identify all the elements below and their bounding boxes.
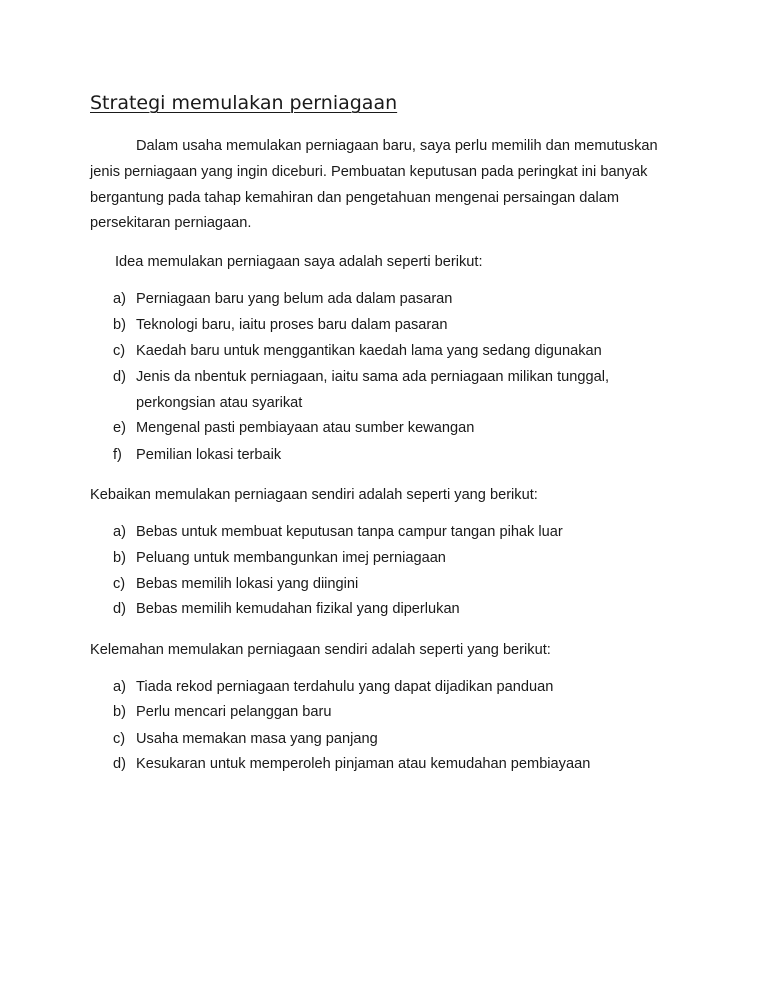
list-item-text: Bebas memilih lokasi yang diingini [136,576,359,592]
ideas-item-d [0,368,768,386]
list-marker: c) [113,731,126,747]
list-item-text: Mengenal pasti pembiayaan atau sumber kewangan [136,420,475,436]
advantages-item-c [0,575,768,593]
list-item-text: Kesukaran untuk memperoleh pinjaman atau kemudahan pembiayaan [136,756,591,772]
list-marker: f) [113,447,122,463]
list-marker: d) [113,369,126,385]
list-item-text: Tiada rekod perniagaan terdahulu yang dapat dijadikan panduan [136,679,554,695]
list-marker: d) [113,601,126,617]
list-item-text: Perlu mencari pelanggan baru [136,704,332,720]
intro-line-1: Dalam usaha memulakan perniagaan baru, saya perlu memilih dan memutuskan [136,138,658,154]
disadvantages-item-c [0,730,768,748]
list-item-text: Peluang untuk membangunkan imej perniagaan [136,550,446,566]
ideas-lead: Idea memulakan perniagaan saya adalah seperti berikut: [115,254,483,270]
advantages-lead: Kebaikan memulakan perniagaan sendiri adalah seperti yang berikut: [90,487,538,503]
list-marker: a) [113,524,126,540]
list-marker: b) [113,550,126,566]
list-item-text: Bebas untuk membuat keputusan tanpa campur tangan pihak luar [136,524,563,540]
list-item-text: Usaha memakan masa yang panjang [136,731,378,747]
list-item-text: Jenis da nbentuk perniagaan, iaitu sama ada perniagaan milikan tunggal, [136,369,609,385]
disadvantages-lead: Kelemahan memulakan perniagaan sendiri adalah seperti yang berikut: [90,642,551,658]
list-item-text: Pemilian lokasi terbaik [136,447,282,463]
list-item-text: Kaedah baru untuk menggantikan kaedah lama yang sedang digunakan [136,343,602,359]
ideas-item-e [0,419,768,437]
list-marker: a) [113,291,126,307]
list-item-text: Perniagaan baru yang belum ada dalam pasaran [136,291,453,307]
advantages-item-d [0,600,768,618]
page-title: Strategi memulakan perniagaan [90,92,398,114]
intro-line-2: jenis perniagaan yang ingin diceburi. Pembuatan keputusan pada peringkat ini banyak [90,164,648,180]
list-marker: c) [113,576,126,592]
list-marker: a) [113,679,126,695]
intro-line-4: persekitaran perniagaan. [90,215,252,231]
list-marker: d) [113,756,126,772]
ideas-item-f [0,446,768,464]
intro-line-3: bergantung pada tahap kemahiran dan pengetahuan mengenai persaingan dalam [90,190,620,206]
ideas-item-a [0,290,768,308]
list-item-text: Teknologi baru, iaitu proses baru dalam pasaran [136,317,448,333]
list-marker: b) [113,704,126,720]
ideas-item-b [0,316,768,334]
advantages-item-b [0,549,768,567]
ideas-item-d-continuation: perkongsian atau syarikat [136,395,303,411]
list-marker: e) [113,420,126,436]
ideas-item-c [0,342,768,360]
list-marker: b) [113,317,126,333]
disadvantages-item-b [0,703,768,721]
advantages-item-a [0,523,768,541]
list-marker: c) [113,343,126,359]
disadvantages-item-a [0,678,768,696]
disadvantages-item-d [0,755,768,773]
list-item-text: Bebas memilih kemudahan fizikal yang diperlukan [136,601,460,617]
